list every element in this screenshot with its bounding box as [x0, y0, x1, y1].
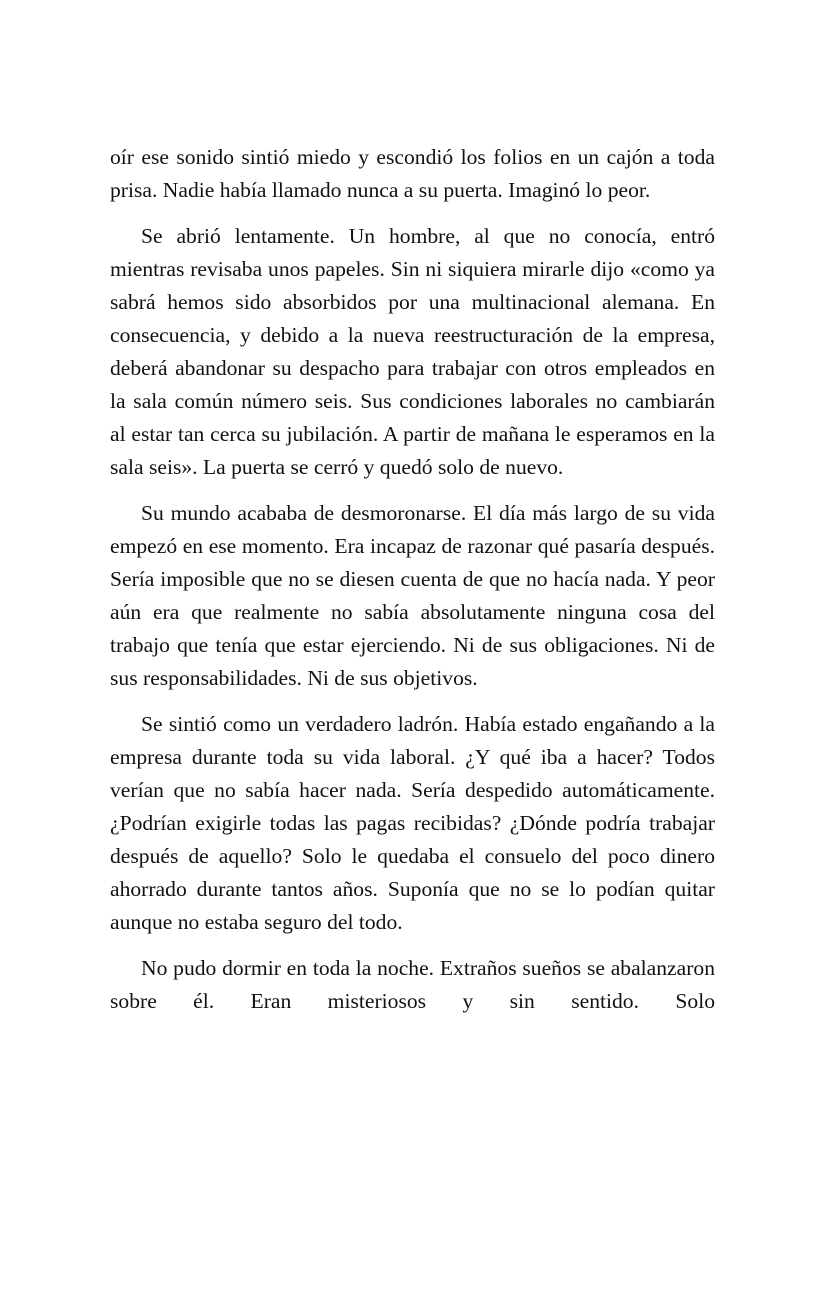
paragraph: Se abrió lentamente. Un hombre, al que no conocía, entró mientras revisaba unos papeles. Sin ni siquiera mirarle dijo «como ya sabrá hemos sido absorbidos por una multinacional alemana. En consecuencia, y debido a la nueva reestructuración de la empresa, deberá abandonar su despacho para trabajar con otros empleados en la sala común número seis. Sus condiciones laborales no cambiarán al estar tan cerca su jubilación. A partir de mañana le esperamos en la sala seis». La puerta se cerró y quedó solo de nuevo. — [110, 224, 715, 479]
paragraph-continues: No pudo dormir en toda la noche. Extraños sueños se abalanzaron sobre él. Eran misteriosos y sin sentido. Solo — [110, 956, 715, 1013]
paragraph: Su mundo acababa de desmoronarse. El día más largo de su vida empezó en ese momento. Era incapaz de razonar qué pasaría después. Sería imposible que no se diesen cuenta de que no hacía nada. Y peor aún era que realmente no sabía absolutamente ninguna cosa del trabajo que tenía que estar ejerciendo. Ni de sus obligaciones. Ni de sus responsabilidades. Ni de sus objetivos. — [110, 501, 715, 690]
paragraph: Se sintió como un verdadero ladrón. Había estado engañando a la empresa durante toda su vida laboral. ¿Y qué iba a hacer? Todos verían que no sabía hacer nada. Sería despedido automáticamente. ¿Podrían exigirle todas las pagas recibidas? ¿Dónde podría trabajar después de aquello? Solo le quedaba el consuelo del poco dinero ahorrado durante tantos años. Suponía que no se lo podían quitar aunque no estaba seguro del todo. — [110, 712, 715, 934]
book-page-body — [110, 141, 715, 1031]
paragraph-continued: oír ese sonido sintió miedo y escondió los folios en un cajón a toda prisa. Nadie había llamado nunca a su puerta. Imaginó lo peor. — [110, 145, 715, 202]
